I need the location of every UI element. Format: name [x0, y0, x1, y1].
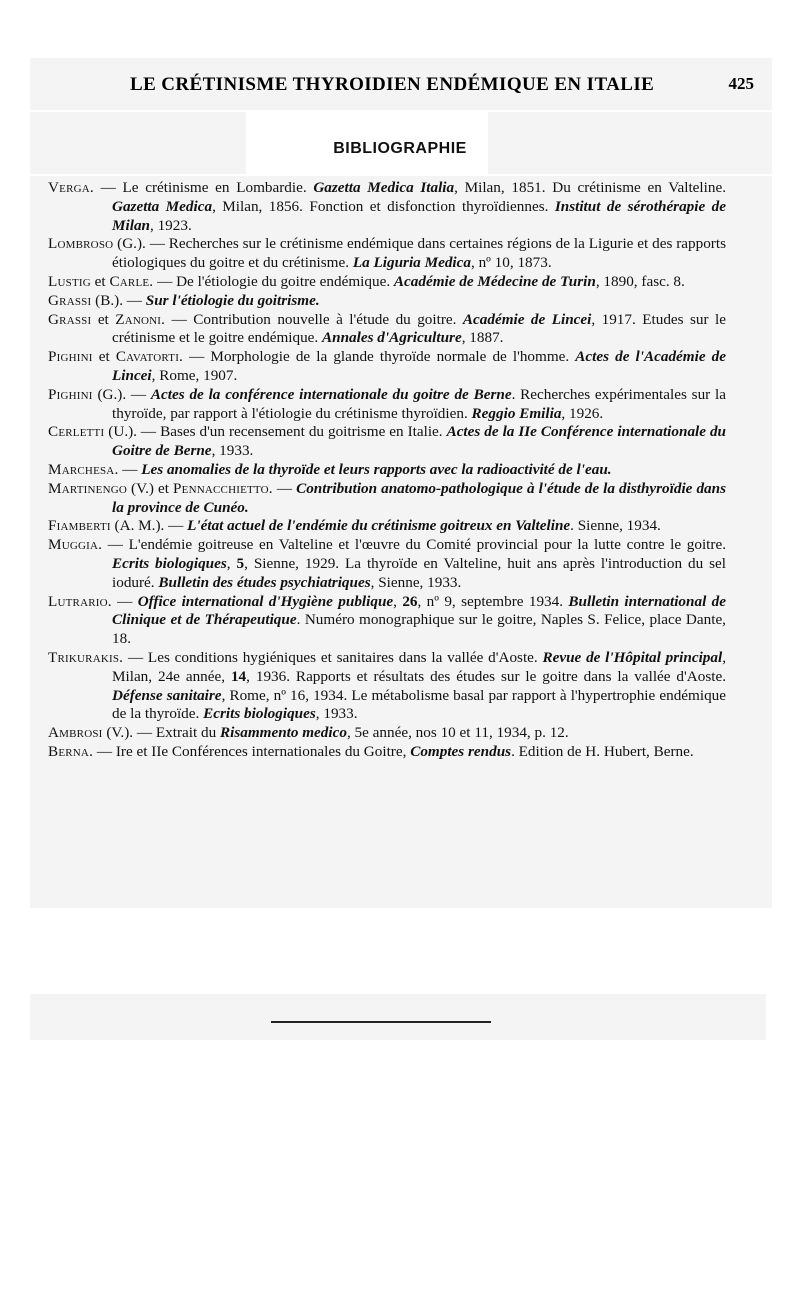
entry-title-italic: Sur l'étiologie du goitrisme.: [145, 291, 320, 309]
entry-text: (U.). — Bases d'un recensement du goitrisme en Italie.: [104, 423, 447, 441]
entry-text: , 1923.: [149, 216, 192, 234]
bibliography-entry: [48, 480, 726, 518]
entry-text: et: [92, 348, 116, 366]
entry-title-italic: Office international d'Hygiène publique: [137, 592, 394, 610]
entry-text: Cavatorti.: [115, 348, 184, 366]
entry-author: Grassi: [48, 291, 92, 309]
entry-author: Lombroso: [48, 235, 114, 253]
entry-text: Zanoni.: [115, 310, 166, 328]
bibliography-entry: [48, 593, 726, 649]
scan-band-bottom: [30, 994, 766, 1040]
entry-author: Pighini: [48, 385, 93, 403]
bibliography-entry: [48, 743, 726, 762]
bibliography-entry: [48, 273, 726, 292]
entry-text: — Morphologie de la glande thyroïde normale de l'homme.: [183, 348, 576, 366]
entry-title-italic: L'état actuel de l'endémie du crétinisme goitreux en Valteline: [187, 517, 571, 535]
entry-title-italic: Défense sanitaire: [112, 686, 222, 704]
entry-author: Muggia.: [48, 536, 103, 554]
entry-text: . Edition de H. Hubert, Berne.: [511, 742, 694, 760]
entry-text: Pennacchietto.: [173, 479, 273, 497]
entry-author: Berna.: [48, 742, 94, 760]
entry-author: Cerletti: [48, 423, 105, 441]
entry-title-italic: Académie de Médecine de Turin: [393, 272, 596, 290]
entry-author: Grassi: [48, 310, 92, 328]
entry-title-italic: Ecrits biologiques: [112, 554, 227, 572]
entry-text: , 1887.: [461, 329, 504, 347]
entry-text: , 1936. Rapports et résultats des études sur le goitre dans la vallée d'Aoste.: [246, 667, 726, 685]
entry-text: (B.). —: [91, 291, 146, 309]
entry-text: , Milan, 24e année,: [112, 648, 726, 685]
entry-text: , 1933.: [211, 442, 254, 460]
entry-text: , 5e année, nos 10 et 11, 1934, p. 12.: [346, 724, 569, 742]
entry-text: . Recherches expérimentales sur la thyroïde, par rapport à l'étiologie du crétinisme thyroïdien.: [112, 385, 726, 422]
entry-text: (V.) et: [127, 479, 174, 497]
entry-text: 26: [402, 592, 418, 610]
entry-text: 5: [236, 554, 245, 572]
entry-author: Ambrosi: [48, 724, 103, 742]
bibliography-entry: [48, 235, 726, 273]
bibliography-entry: [48, 423, 726, 461]
bibliography-entry: [48, 649, 726, 724]
entry-title-italic: Risammento medico: [219, 724, 347, 742]
entry-title-italic: Gazetta Medica Italia: [313, 179, 455, 196]
entry-title-italic: Annales d'Agriculture: [322, 329, 462, 347]
entry-text: —: [272, 479, 297, 497]
entry-text: , Rome, 1907.: [151, 366, 238, 384]
entry-text: , Milan, 1856. Fonction et disfonction thyroïdiennes.: [212, 197, 555, 215]
entry-title-italic: Revue de l'Hôpital principal: [542, 648, 723, 666]
entry-author: Fiamberti: [48, 517, 111, 535]
entry-title-italic: La Liguria Medica: [352, 254, 471, 272]
entry-text: . Sienne, 1934.: [570, 517, 661, 535]
entry-text: (A. M.). —: [110, 517, 188, 535]
end-rule: [271, 1021, 491, 1023]
entry-text: — Ire et IIe Conférences internationales du Goitre,: [93, 742, 411, 760]
entry-text: (G.). — Recherches sur le crétinisme endémique dans certaines régions de la Ligurie et des rapports étiologiques du goitre et du crétinisme.: [112, 235, 726, 272]
entry-text: . Numéro monographique sur le goitre, Naples S. Felice, place Dante, 18.: [112, 611, 726, 648]
bibliography-entry: [48, 386, 726, 424]
entry-title-italic: Gazetta Medica: [112, 197, 213, 215]
entry-text: , Rome, nº 16, 1934. Le métabolisme basal par rapport à l'hypertrophie endémique de la thyroïde.: [112, 686, 726, 723]
entry-text: , Milan, 1851. Du crétinisme en Valteline.: [454, 179, 726, 196]
entry-title-italic: Institut de sérothérapie de Milan: [112, 197, 726, 234]
bibliography-list: [48, 179, 726, 762]
entry-text: , 1926.: [561, 404, 604, 422]
running-title: LE CRÉTINISME THYROIDIEN ENDÉMIQUE EN ITALIE: [130, 74, 655, 95]
entry-title-italic: Ecrits biologiques: [203, 705, 316, 723]
entry-title-italic: Actes de l'Académie de Lincei: [112, 348, 726, 384]
entry-text: — Le crétinisme en Lombardie.: [93, 179, 314, 196]
entry-text: — De l'étiologie du goitre endémique.: [153, 272, 394, 290]
entry-text: —: [118, 460, 142, 478]
entry-text: —: [111, 592, 138, 610]
entry-text: — Contribution nouvelle à l'étude du goitre.: [165, 310, 463, 328]
entry-text: — Les conditions hygiéniques et sanitaires dans la vallée d'Aoste.: [123, 648, 543, 666]
entry-title-italic: Reggio Emilia: [471, 404, 562, 422]
entry-author: Lutrario.: [48, 592, 112, 610]
entry-text: (G.). —: [92, 385, 151, 403]
entry-text: Carle.: [109, 272, 154, 290]
entry-text: ,: [393, 592, 403, 610]
entry-title-italic: Actes de la conférence internationale du goitre de Berne: [150, 385, 512, 403]
entry-text: — L'endémie goitreuse en Valteline et l'œuvre du Comité provincial pour la lutte contre le goitre.: [102, 536, 726, 554]
entry-text: (V.). — Extrait du: [102, 724, 220, 742]
entry-text: et: [91, 310, 116, 328]
entry-text: , nº 10, 1873.: [470, 254, 552, 272]
entry-author: Marchesa.: [48, 460, 119, 478]
entry-author: Verga.: [48, 179, 94, 196]
entry-title-italic: Bulletin des études psychiatriques: [158, 573, 371, 591]
running-header: [36, 62, 770, 108]
bibliography-entry: [48, 536, 726, 592]
bibliography-entry: [48, 461, 726, 480]
bibliography-entry: [48, 517, 726, 536]
entry-title-italic: Contribution anatomo-pathologique à l'étude de la disthyroïdie dans la province de Cunéo.: [112, 479, 727, 516]
bibliography-entry: [48, 348, 726, 386]
entry-title-italic: Actes de la IIe Conférence internationale du Goitre de Berne: [112, 423, 726, 460]
entry-text: , nº 9, septembre 1934.: [417, 592, 569, 610]
entry-text: ,: [226, 554, 237, 572]
entry-text: , 1933.: [315, 705, 358, 723]
bibliography-entry: [48, 311, 726, 349]
entry-author: Pighini: [48, 348, 93, 366]
entry-title-italic: Académie de Lincei: [462, 310, 592, 328]
entry-author: Martinengo: [48, 479, 128, 497]
bibliography-entry: [48, 179, 726, 235]
entry-text: , Sienne, 1933.: [370, 573, 462, 591]
section-heading: BIBLIOGRAPHIE: [333, 140, 467, 157]
page-number: 425: [728, 74, 754, 93]
entry-title-italic: Bulletin international de Clinique et de Thérapeutique: [112, 592, 726, 629]
bibliography-entry: [48, 292, 726, 311]
entry-text: et: [90, 272, 110, 290]
bibliography-entry: [48, 724, 726, 743]
entry-text: , Sienne, 1929. La thyroïde en Valteline, huit ans après l'introduction du sel ioduré.: [112, 554, 727, 591]
entry-author: Trikurakis.: [48, 648, 124, 666]
entry-text: , 1890, fasc. 8.: [595, 272, 685, 290]
entry-title-italic: Comptes rendus: [410, 742, 512, 760]
entry-title-italic: Les anomalies de la thyroïde et leurs rapports avec la radioactivité de l'eau.: [141, 460, 612, 478]
entry-text: , 1917. Etudes sur le crétinisme et le goitre endémique.: [112, 310, 726, 347]
entry-text: 14: [230, 667, 247, 685]
entry-author: Lustig: [48, 272, 91, 290]
